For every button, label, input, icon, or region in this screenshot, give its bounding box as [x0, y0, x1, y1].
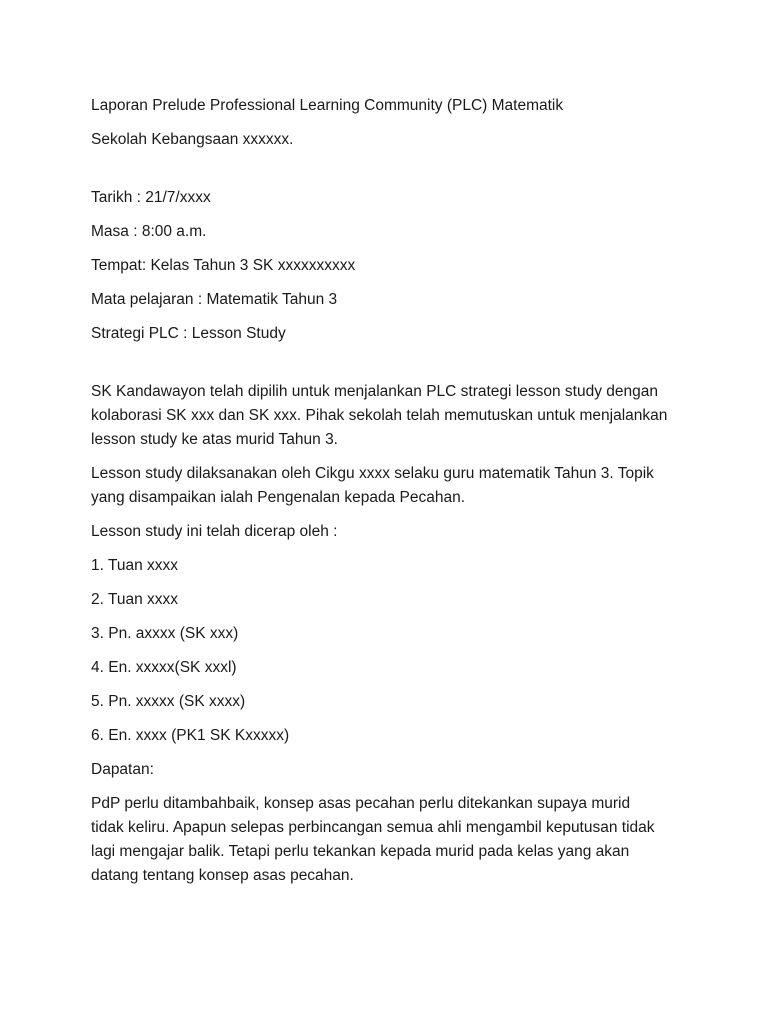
- observer-item: 6. En. xxxx (PK1 SK Kxxxxx): [91, 727, 290, 744]
- observer-item: 2. Tuan xxxx: [91, 591, 179, 608]
- strategy-line: Strategi PLC : Lesson Study: [91, 325, 286, 342]
- observer-item: 5. Pn. xxxxx (SK xxxx): [91, 693, 246, 710]
- intro-paragraph: [91, 380, 691, 452]
- report-title: Laporan Prelude Professional Learning Community (PLC) Matematik: [91, 97, 564, 114]
- paragraph-line: tidak keliru. Apapun selepas perbincangan semua ahli mengambil keputusan tidak: [91, 819, 655, 836]
- observer-item: 4. En. xxxxx(SK xxxl): [91, 659, 237, 676]
- paragraph-line: yang disampaikan ialah Pengenalan kepada Pecahan.: [91, 489, 466, 506]
- school-name: Sekolah Kebangsaan xxxxxx.: [91, 131, 294, 148]
- date-line: Tarikh : 21/7/xxxx: [91, 189, 211, 206]
- findings-heading: Dapatan:: [91, 761, 154, 778]
- paragraph-line: lesson study ke atas murid Tahun 3.: [91, 431, 338, 448]
- paragraph-line: PdP perlu ditambahbaik, konsep asas pecahan perlu ditekankan supaya murid: [91, 795, 631, 812]
- paragraph-line: datang tentang konsep asas pecahan.: [91, 867, 354, 884]
- findings-paragraph: [91, 792, 691, 888]
- document-body: [91, 94, 691, 898]
- paragraph-line: SK Kandawayon telah dipilih untuk menjalankan PLC strategi lesson study dengan: [91, 383, 658, 400]
- place-line: Tempat: Kelas Tahun 3 SK xxxxxxxxxx: [91, 257, 356, 274]
- observers-heading: Lesson study ini telah dicerap oleh :: [91, 523, 338, 540]
- observer-item: 3. Pn. axxxx (SK xxx): [91, 625, 239, 642]
- paragraph-line: lagi mengajar balik. Tetapi perlu tekankan kepada murid pada kelas yang akan: [91, 843, 630, 860]
- paragraph-line: Lesson study dilaksanakan oleh Cikgu xxxx selaku guru matematik Tahun 3. Topik: [91, 465, 654, 482]
- conducted-paragraph: [91, 462, 691, 510]
- observer-item: 1. Tuan xxxx: [91, 557, 179, 574]
- time-line: Masa : 8:00 a.m.: [91, 223, 207, 240]
- spacer: [91, 162, 691, 186]
- spacer: [91, 356, 691, 380]
- paragraph-line: kolaborasi SK xxx dan SK xxx. Pihak sekolah telah memutuskan untuk menjalankan: [91, 407, 668, 424]
- subject-line: Mata pelajaran : Matematik Tahun 3: [91, 291, 338, 308]
